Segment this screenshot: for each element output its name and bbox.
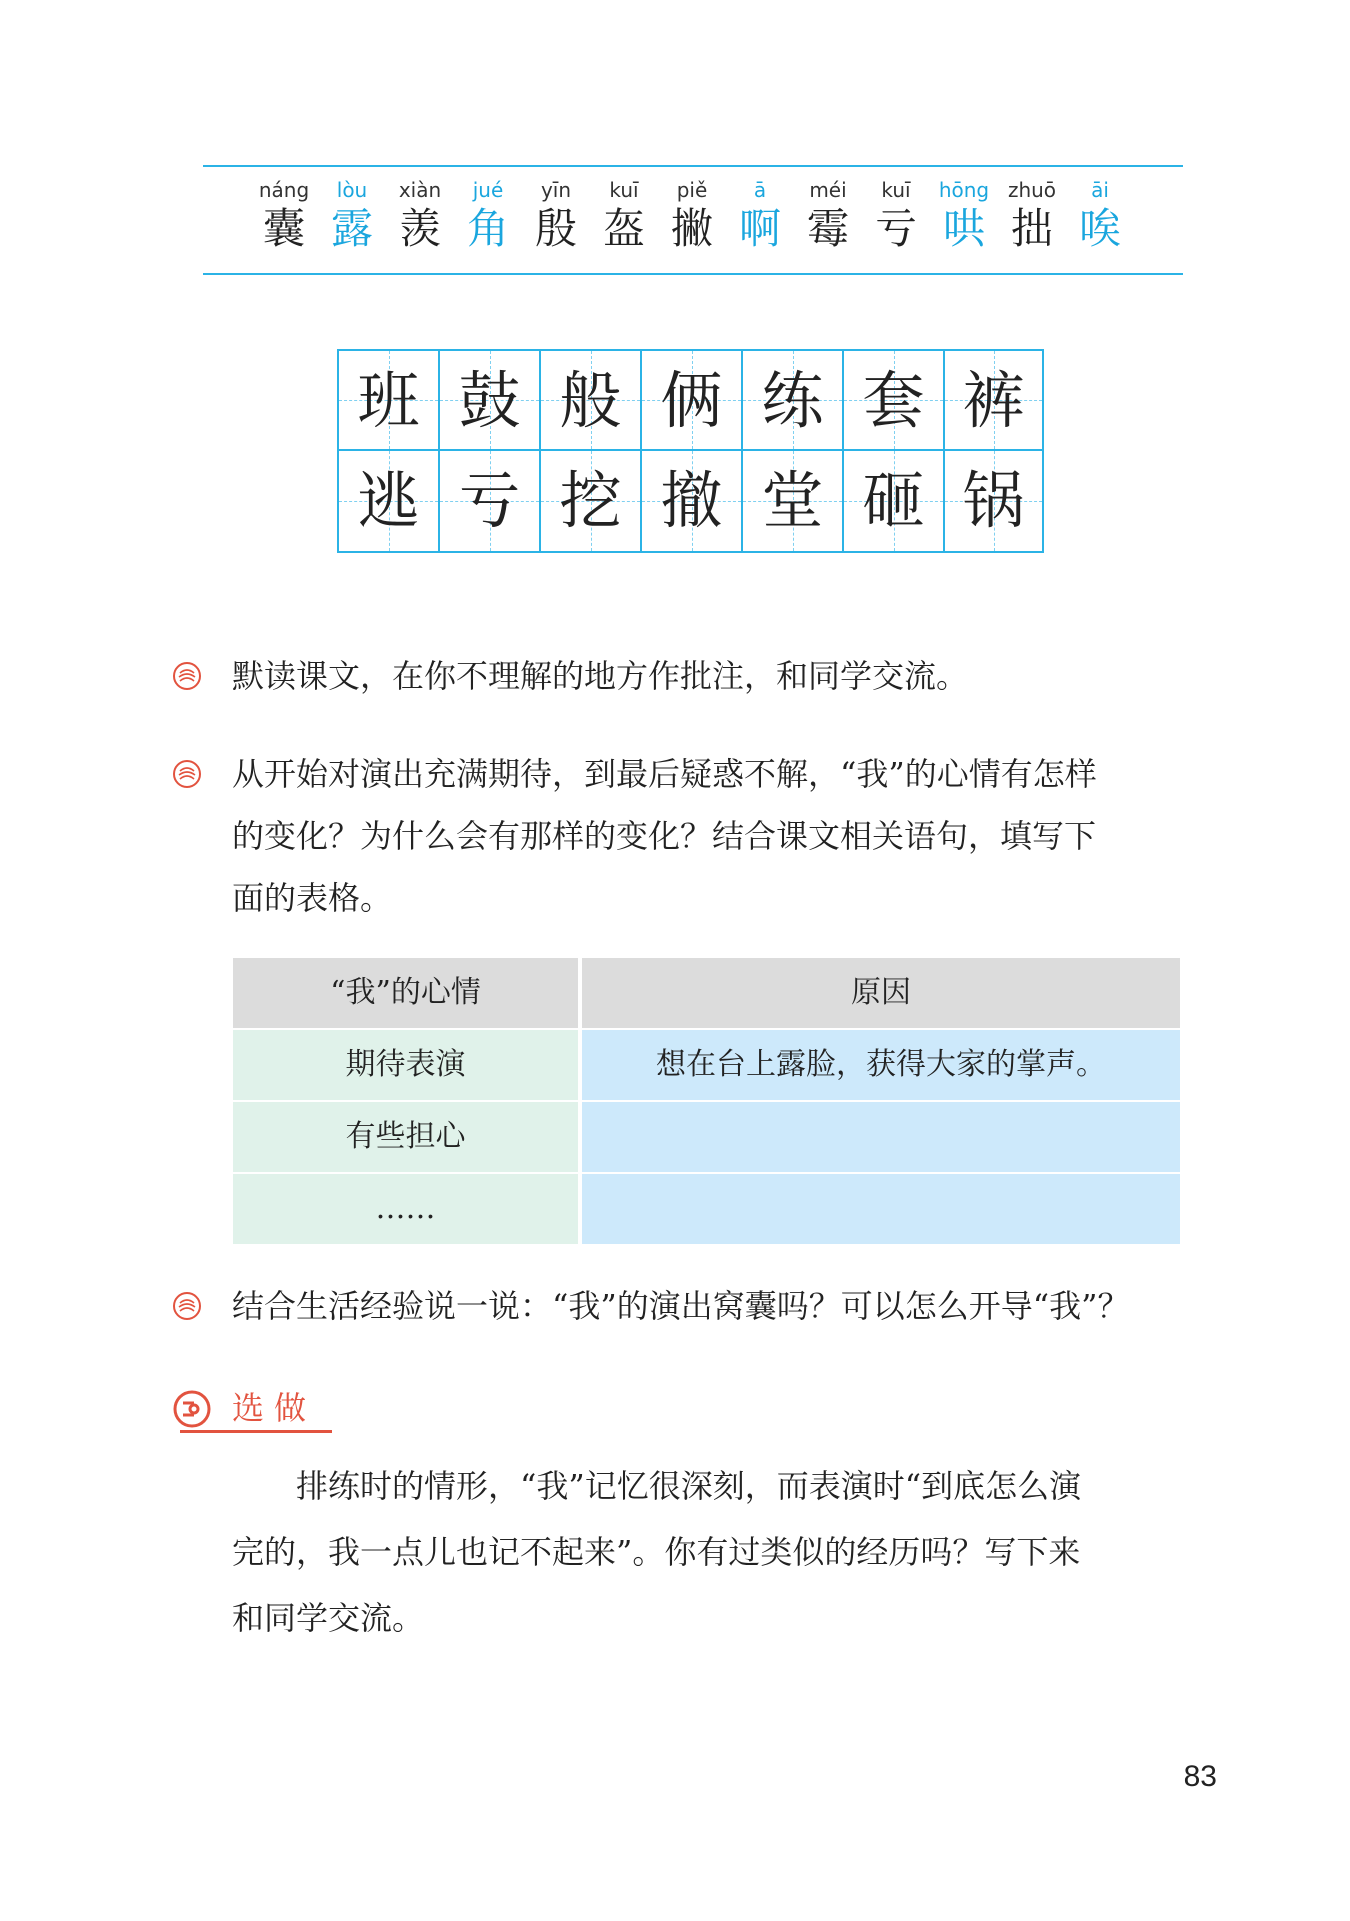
optional-task-text: 排练时的情形，“我”记忆很深刻，而表演时“到底怎么演 完的，我一点儿也记不起来”。你有过类似的经历吗？写下来 和同学交流。: [232, 1467, 1082, 1637]
grid-cell: 般: [541, 351, 642, 451]
vocab-item: jué 角: [466, 178, 509, 253]
grid-cell: 亏: [440, 451, 541, 551]
page-number: 83: [1183, 1760, 1217, 1793]
question-1: 默读课文，在你不理解的地方作批注，和同学交流。: [232, 657, 969, 695]
optional-label: 选做: [232, 1389, 317, 1427]
grid-cell: 撤: [642, 451, 743, 551]
writing-grid: [337, 349, 1044, 553]
vocab-item: ā 啊: [738, 178, 781, 253]
vocab-bottom-rule: [203, 273, 1183, 275]
vocab-item: lòu 露: [330, 178, 373, 253]
question-2: 从开始对演出充满期待，到最后疑惑不解，“我”的心情有怎样 的变化？为什么会有那样的变化？结合课文相关语句，填写下 面的表格。: [232, 755, 1097, 917]
swirl-bullet-icon: [172, 1291, 202, 1321]
grid-cell: 练: [743, 351, 844, 451]
pinyin-vocab-list: [250, 178, 1140, 262]
grid-cell: 套: [844, 351, 945, 451]
grid-cell: 裤: [945, 351, 1042, 451]
grid-cell: 鼓: [440, 351, 541, 451]
swirl-bullet-icon: [172, 759, 202, 789]
table-row: ……: [233, 1174, 1180, 1244]
vocab-item: náng 囊: [258, 178, 310, 253]
question-3: 结合生活经验说一说：“我”的演出窝囊吗？可以怎么开导“我”？: [232, 1287, 1130, 1325]
grid-cell: 锅: [945, 451, 1042, 551]
vocab-item: zhuō 拙: [1007, 178, 1057, 253]
swirl-bullet-icon: [172, 661, 202, 691]
vocab-item: méi 霉: [806, 178, 849, 253]
grid-cell: 堂: [743, 451, 844, 551]
table-header-mood: “我”的心情: [233, 958, 578, 1028]
vocab-top-rule: [203, 165, 1183, 167]
vocab-item: hōng 哄: [938, 178, 990, 253]
table-row: 有些担心: [233, 1102, 1180, 1172]
vocab-item: kuī 亏: [874, 178, 917, 253]
vocab-item: piě 撇: [670, 178, 713, 253]
grid-cell: 挖: [541, 451, 642, 551]
vocab-item: xiàn 羡: [398, 178, 442, 253]
table-row: 期待表演 想在台上露脸，获得大家的掌声。: [233, 1030, 1180, 1100]
vocab-item: kuī 盔: [602, 178, 645, 253]
optional-underline: [180, 1430, 332, 1433]
vocab-item: āi 唉: [1078, 178, 1121, 253]
vocab-item: yīn 殷: [534, 178, 577, 253]
grid-cell: 逃: [339, 451, 440, 551]
grid-cell: 砸: [844, 451, 945, 551]
grid-cell: 俩: [642, 351, 743, 451]
grid-cell: 班: [339, 351, 440, 451]
optional-task-icon: [172, 1389, 212, 1429]
table-header-row: [233, 958, 1180, 1028]
table-header-reason: 原因: [582, 958, 1180, 1028]
